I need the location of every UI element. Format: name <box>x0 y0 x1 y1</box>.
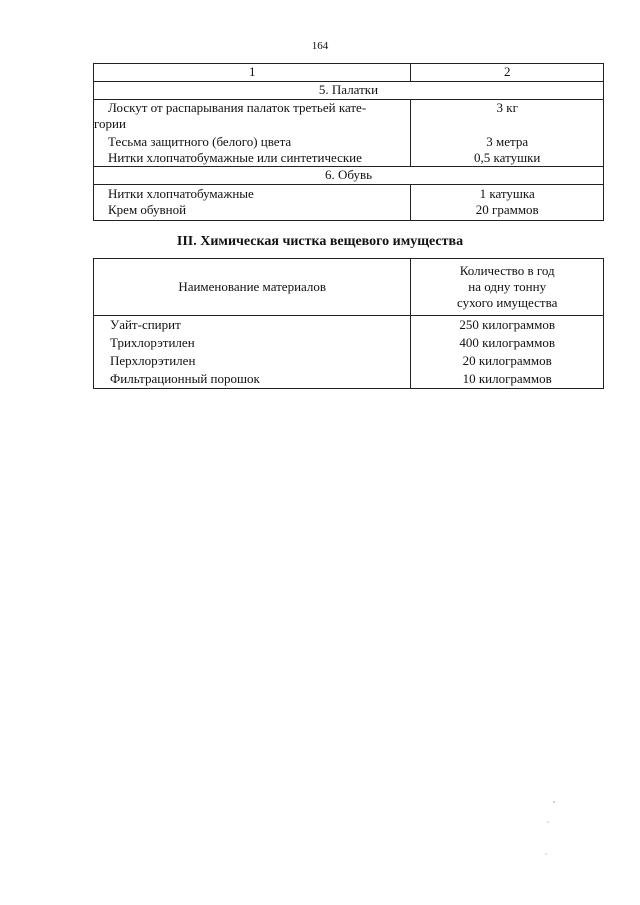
column-number-row <box>94 64 604 82</box>
row-qty: 3 метра <box>411 132 604 150</box>
table-row <box>94 333 604 351</box>
row-qty: 3 кг <box>411 100 604 133</box>
row-name: Нитки хлопчатобумажные <box>94 185 411 203</box>
section-title-footwear: 6. Обувь <box>94 167 604 185</box>
header-qty-line3: сухого имущества <box>457 295 558 310</box>
row-name <box>94 100 411 133</box>
header-qty <box>411 259 604 316</box>
row-name: Трихлорэтилен <box>94 333 411 351</box>
row-name: Тесьма защитного (белого) цвета <box>94 132 411 150</box>
row-qty: 20 граммов <box>411 202 604 221</box>
scan-specks <box>540 800 570 860</box>
table-row <box>94 100 604 133</box>
row-qty: 400 килограммов <box>411 333 604 351</box>
header-name: Наименование материалов <box>94 259 411 316</box>
row-qty: 250 килограммов <box>411 316 604 334</box>
header-qty-line2: на одну тонну <box>468 279 547 294</box>
row-name: Фильтрационный порошок <box>94 369 411 389</box>
header-qty-line1: Количество в год <box>459 263 555 278</box>
row-name: Крем обувной <box>94 202 411 221</box>
table-row <box>94 202 604 221</box>
page-number: 164 <box>311 40 329 52</box>
table-row <box>94 132 604 150</box>
column-number-1: 1 <box>94 64 411 82</box>
row-name: Нитки хлопчатобумажные или синтетические <box>94 150 411 167</box>
row-qty: 20 килограммов <box>411 351 604 369</box>
table-row <box>94 150 604 167</box>
table-row <box>94 351 604 369</box>
materials-table-top <box>93 63 604 221</box>
row-name: Уайт-спирит <box>94 316 411 334</box>
row-name: Перхлорэтилен <box>94 351 411 369</box>
row-qty: 0,5 катушки <box>411 150 604 167</box>
row-name-line1: Лоскут от распарывания палаток третьей кате- <box>108 100 367 115</box>
section-heading: III. Химическая чистка вещевого имущества <box>176 234 464 249</box>
section-row-footwear <box>94 167 604 185</box>
row-qty: 1 катушка <box>411 185 604 203</box>
section-row-tents <box>94 82 604 100</box>
materials-table-bottom <box>93 258 604 389</box>
column-number-2: 2 <box>411 64 604 82</box>
row-name-line2: гории <box>94 116 126 131</box>
section-title-tents: 5. Палатки <box>94 82 604 100</box>
table-row <box>94 185 604 203</box>
table-row <box>94 369 604 389</box>
table-row <box>94 316 604 334</box>
row-qty: 10 килограммов <box>411 369 604 389</box>
header-row <box>94 259 604 316</box>
